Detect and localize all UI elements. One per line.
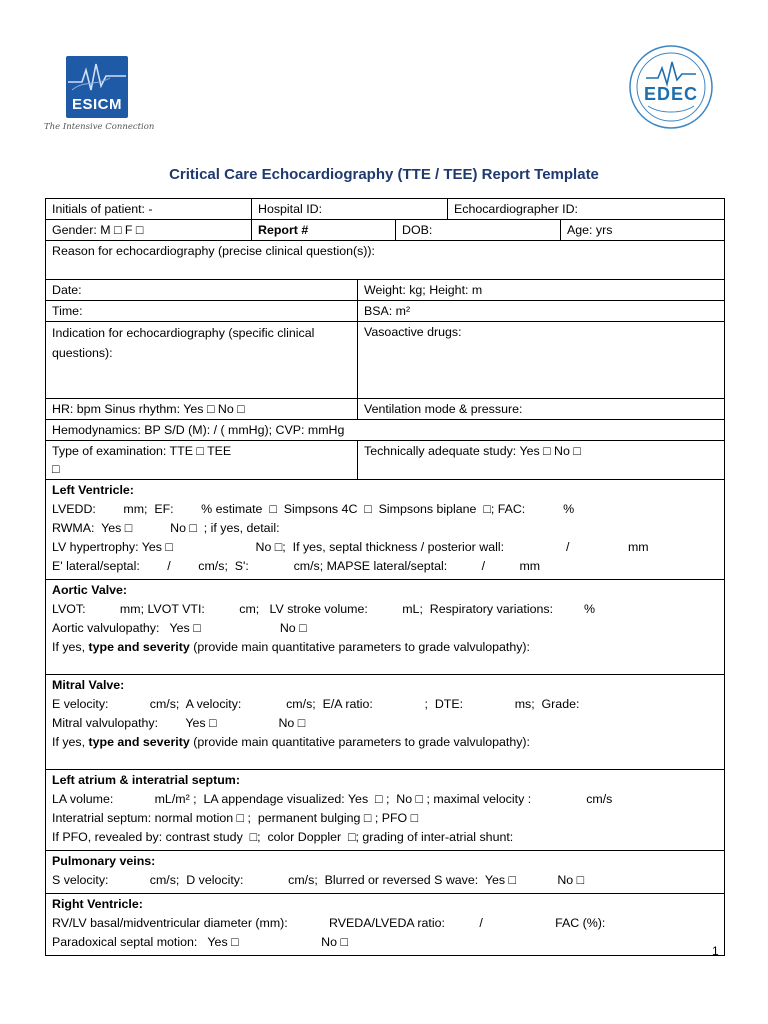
mv-line-2[interactable]: Mitral valvulopathy: Yes □ No □ <box>52 716 306 730</box>
initials-field[interactable]: Initials of patient: - <box>52 202 153 216</box>
left-ventricle-title: Left Ventricle: <box>52 483 134 497</box>
av-provide-params: (provide main quantitative parameters to grade valvulopathy): <box>189 640 530 654</box>
vasoactive-drugs-field[interactable]: Vasoactive drugs: <box>357 322 724 398</box>
patient-id-row <box>46 199 724 220</box>
page-title: Critical Care Echocardiography (TTE / TEE) Report Template <box>169 166 599 183</box>
av-line-2[interactable]: Aortic valvulopathy: Yes □ No □ <box>52 621 307 635</box>
esicm-logo-text: ESICM <box>71 96 122 113</box>
mv-provide-params: (provide main quantitative parameters to grade valvulopathy): <box>189 735 530 749</box>
age-field[interactable]: Age: yrs <box>560 220 724 240</box>
indication-row <box>46 322 724 399</box>
pv-line-1[interactable]: S velocity: cm/s; D velocity: cm/s; Blurred or reversed S wave: Yes □ No □ <box>52 873 585 887</box>
left-ventricle-section <box>46 480 724 580</box>
right-ventricle-section <box>46 894 724 956</box>
date-field[interactable]: Date: <box>52 283 82 297</box>
exam-type-field[interactable] <box>46 441 357 479</box>
lv-line-1[interactable]: LVEDD: mm; EF: % estimate □ Simpsons 4C □ Simpsons biplane □; FAC: % <box>52 502 575 516</box>
tee-checkbox[interactable]: □ <box>52 462 60 476</box>
exam-type-row <box>46 441 724 480</box>
mv-type-severity: type and severity <box>88 735 190 749</box>
lv-line-2[interactable]: RWMA: Yes □ No □ ; if yes, detail: <box>52 521 280 535</box>
esicm-tagline: The Intensive Connection <box>44 122 155 132</box>
report-number-field[interactable]: Report # <box>251 220 395 240</box>
mv-line-3[interactable] <box>52 733 718 752</box>
hemodynamics-row <box>46 420 724 441</box>
av-type-severity: type and severity <box>88 640 190 654</box>
page-number: 1 <box>712 944 719 958</box>
edec-logo-text: EDEC <box>643 84 698 104</box>
left-atrium-title: Left atrium & interatrial septum: <box>52 773 240 787</box>
time-field[interactable]: Time: <box>52 304 83 318</box>
dob-field[interactable]: DOB: <box>395 220 560 240</box>
mitral-valve-title: Mitral Valve: <box>52 678 125 692</box>
pulmonary-veins-section <box>46 851 724 894</box>
aortic-valve-title: Aortic Valve: <box>52 583 128 597</box>
right-ventricle-title: Right Ventricle: <box>52 897 143 911</box>
la-line-2[interactable]: Interatrial septum: normal motion □ ; permanent bulging □ ; PFO □ <box>52 811 419 825</box>
left-atrium-section <box>46 770 724 851</box>
report-form <box>45 198 725 956</box>
time-row <box>46 301 724 322</box>
bsa-field[interactable]: BSA: m² <box>357 301 724 321</box>
lv-line-3[interactable]: LV hypertrophy: Yes □ No □; If yes, septal thickness / posterior wall: / mm <box>52 540 649 554</box>
av-line-1[interactable]: LVOT: mm; LVOT VTI: cm; LV stroke volume: mL; Respiratory variations: % <box>52 602 596 616</box>
hospital-id-field[interactable]: Hospital ID: <box>251 199 447 219</box>
av-line-3[interactable] <box>52 638 718 657</box>
gender-row <box>46 220 724 241</box>
la-line-1[interactable]: LA volume: mL/m² ; LA appendage visualized: Yes □ ; No □ ; maximal velocity : cm/s <box>52 792 613 806</box>
date-row <box>46 280 724 301</box>
technically-adequate-field[interactable]: Technically adequate study: Yes □ No □ <box>357 441 724 479</box>
gender-field[interactable]: Gender: M □ F □ <box>52 223 144 237</box>
rv-line-1[interactable]: RV/LV basal/midventricular diameter (mm): RVEDA/LVEDA ratio: / FAC (%): <box>52 916 606 930</box>
ventilation-field[interactable]: Ventilation mode & pressure: <box>357 399 724 419</box>
pulmonary-veins-title: Pulmonary veins: <box>52 854 156 868</box>
hemodynamics-field[interactable]: Hemodynamics: BP S/D (M): / ( mmHg); CVP: mmHg <box>52 423 345 437</box>
exam-type-line: Type of examination: TTE □ TEE <box>52 444 232 458</box>
reason-row <box>46 241 724 280</box>
indication-field[interactable]: Indication for echocardiography (specific clinical questions): <box>52 326 315 360</box>
mv-if-yes: If yes, <box>52 735 89 749</box>
esicm-logo-box <box>66 56 128 118</box>
weight-height-field[interactable]: Weight: kg; Height: m <box>357 280 724 300</box>
la-line-3[interactable]: If PFO, revealed by: contrast study □; color Doppler □; grading of inter-atrial shunt: <box>52 830 514 844</box>
heart-rate-field[interactable]: HR: bpm Sinus rhythm: Yes □ No □ <box>52 402 245 416</box>
lv-line-4[interactable]: E' lateral/septal: / cm/s; S': cm/s; MAPSE lateral/septal: / mm <box>52 559 541 573</box>
edec-logo <box>628 44 714 130</box>
mitral-valve-section <box>46 675 724 770</box>
hr-row <box>46 399 724 420</box>
av-if-yes: If yes, <box>52 640 89 654</box>
reason-field[interactable]: Reason for echocardiography (precise clinical question(s)): <box>52 244 375 258</box>
rv-line-2[interactable]: Paradoxical septal motion: Yes □ No □ <box>52 935 348 949</box>
echocardiographer-id-field[interactable]: Echocardiographer ID: <box>447 199 724 219</box>
mv-line-1[interactable]: E velocity: cm/s; A velocity: cm/s; E/A ratio: ; DTE: ms; Grade: <box>52 697 580 711</box>
esicm-logo <box>44 52 154 136</box>
aortic-valve-section <box>46 580 724 675</box>
